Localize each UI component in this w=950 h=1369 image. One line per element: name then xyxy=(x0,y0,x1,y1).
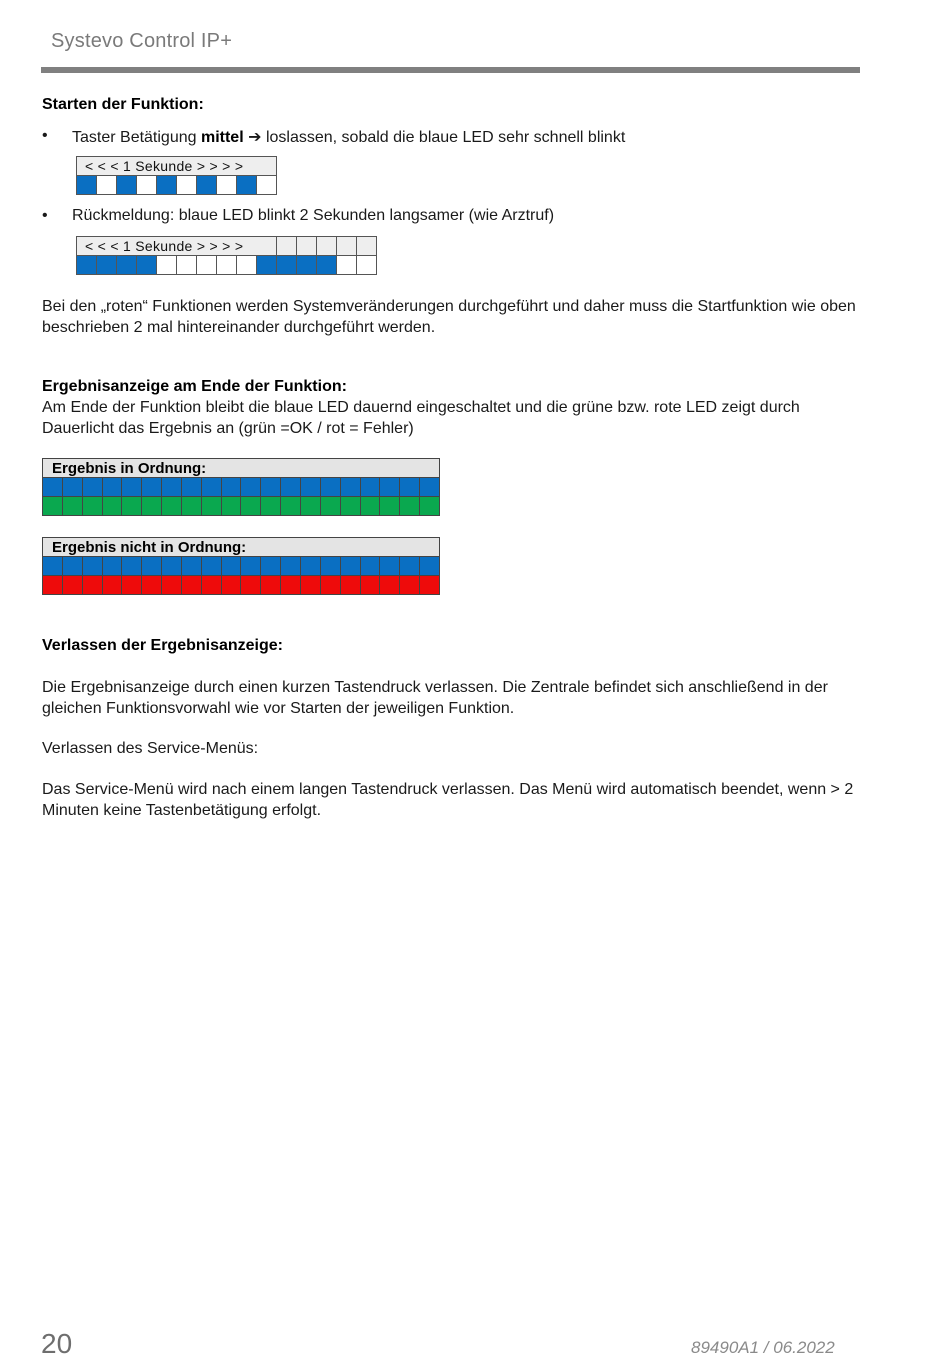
document-header-title: Systevo Control IP+ xyxy=(51,30,233,52)
led-red-cell xyxy=(181,576,201,595)
diagram-header-cell xyxy=(357,237,377,256)
led-green-cell xyxy=(122,497,142,516)
result-ok-table xyxy=(42,458,440,516)
led-off-cell xyxy=(157,256,177,275)
led-green-cell xyxy=(420,497,440,516)
led-red-cell xyxy=(201,576,221,595)
led-on-cell xyxy=(157,176,177,195)
led-blue-cell xyxy=(82,557,102,576)
led-on-cell xyxy=(137,256,157,275)
led-blue-cell xyxy=(400,478,420,497)
led-on-cell xyxy=(277,256,297,275)
led-timing-diagram-slow xyxy=(76,236,377,275)
led-blue-cell xyxy=(181,557,201,576)
led-on-cell xyxy=(197,176,217,195)
led-blue-cell xyxy=(241,478,261,497)
led-off-cell xyxy=(217,176,237,195)
result-fail-label: Ergebnis nicht in Ordnung: xyxy=(43,538,440,557)
led-on-cell xyxy=(97,256,117,275)
led-blue-cell xyxy=(221,478,241,497)
led-blue-cell xyxy=(360,478,380,497)
led-on-cell xyxy=(237,176,257,195)
led-off-cell xyxy=(217,256,237,275)
led-on-cell xyxy=(257,256,277,275)
led-red-cell xyxy=(360,576,380,595)
led-row-blue xyxy=(43,478,440,497)
led-blue-cell xyxy=(261,478,281,497)
led-red-cell xyxy=(300,576,320,595)
led-blue-cell xyxy=(221,557,241,576)
led-red-cell xyxy=(420,576,440,595)
led-red-cell xyxy=(122,576,142,595)
led-off-cell xyxy=(337,256,357,275)
led-on-cell xyxy=(317,256,337,275)
led-off-cell xyxy=(257,176,277,195)
led-green-cell xyxy=(62,497,82,516)
led-green-cell xyxy=(320,497,340,516)
document-id: 89490A1 / 06.2022 xyxy=(691,1338,835,1357)
result-ok-label: Ergebnis in Ordnung: xyxy=(43,459,440,478)
led-red-cell xyxy=(400,576,420,595)
led-green-cell xyxy=(261,497,281,516)
led-red-cell xyxy=(320,576,340,595)
led-on-cell xyxy=(297,256,317,275)
led-green-cell xyxy=(281,497,301,516)
led-blue-cell xyxy=(261,557,281,576)
bullet-text-2: Rückmeldung: blaue LED blinkt 2 Sekunden langsamer (wie Arztruf) xyxy=(72,207,555,224)
led-off-cell xyxy=(137,176,157,195)
led-blue-cell xyxy=(320,478,340,497)
led-blue-cell xyxy=(281,557,301,576)
led-blue-cell xyxy=(340,557,360,576)
led-blue-cell xyxy=(400,557,420,576)
diagram-header-cell xyxy=(277,237,297,256)
led-blue-cell xyxy=(201,478,221,497)
led-blue-cell xyxy=(380,557,400,576)
led-row-red xyxy=(43,576,440,595)
paragraph-result: Am Ende der Funktion bleibt die blaue LED dauernd eingeschaltet und die grüne bzw. rote LED zeigt durch Dauerlicht das Ergebnis an (grün =OK / rot = Fehler) xyxy=(42,399,800,437)
led-green-cell xyxy=(241,497,261,516)
led-green-cell xyxy=(221,497,241,516)
led-blue-cell xyxy=(142,557,162,576)
led-red-cell xyxy=(62,576,82,595)
result-fail-table xyxy=(42,537,440,595)
diagram-header-label: < < < 1 Sekunde > > > > xyxy=(77,237,277,256)
led-off-cell xyxy=(197,256,217,275)
led-off-cell xyxy=(357,256,377,275)
bullet-text-1 xyxy=(72,127,625,147)
led-row-blue xyxy=(43,557,440,576)
led-green-cell xyxy=(142,497,162,516)
led-blue-cell xyxy=(102,478,122,497)
led-off-cell xyxy=(97,176,117,195)
led-blue-cell xyxy=(380,478,400,497)
led-green-cell xyxy=(380,497,400,516)
section-heading-result: Ergebnisanzeige am Ende der Funktion: xyxy=(42,378,347,395)
paragraph-leave-service: Das Service-Menü wird nach einem langen Tastendruck verlassen. Das Menü wird automatisch beendet, wenn > 2 Minuten keine Tastenbetätigung erfolgt. xyxy=(42,781,854,819)
paragraph-leave-service-title: Verlassen des Service-Menüs: xyxy=(42,740,259,757)
led-blue-cell xyxy=(122,557,142,576)
led-blue-cell xyxy=(181,478,201,497)
diagram-header-label: < < < 1 Sekunde > > > > xyxy=(77,157,277,176)
led-blue-cell xyxy=(420,478,440,497)
led-red-cell xyxy=(102,576,122,595)
led-green-cell xyxy=(102,497,122,516)
led-red-cell xyxy=(162,576,182,595)
led-green-cell xyxy=(400,497,420,516)
paragraph-leave-result: Die Ergebnisanzeige durch einen kurzen Tastendruck verlassen. Die Zentrale befindet sich anschließend in der gleichen Funktionsvorwahl wie vor Starten der jeweiligen Funktion. xyxy=(42,679,828,717)
led-off-cell xyxy=(237,256,257,275)
bullet-text-before: Taster Betätigung xyxy=(72,129,201,146)
led-red-cell xyxy=(82,576,102,595)
led-blue-cell xyxy=(82,478,102,497)
led-blue-cell xyxy=(43,478,63,497)
led-blue-cell xyxy=(142,478,162,497)
section-heading-start: Starten der Funktion: xyxy=(42,96,204,113)
led-blue-cell xyxy=(62,557,82,576)
led-red-cell xyxy=(380,576,400,595)
paragraph-red-functions: Bei den „roten“ Funktionen werden Systemveränderungen durchgeführt und daher muss die Startfunktion wie oben beschrieben 2 mal hintereinander durchgeführt werden. xyxy=(42,298,856,336)
led-green-cell xyxy=(300,497,320,516)
led-blue-cell xyxy=(340,478,360,497)
led-green-cell xyxy=(162,497,182,516)
led-blue-cell xyxy=(62,478,82,497)
led-green-cell xyxy=(43,497,63,516)
led-red-cell xyxy=(221,576,241,595)
bullet-bold-word: mittel xyxy=(200,129,244,146)
led-on-cell xyxy=(77,176,97,195)
led-green-cell xyxy=(181,497,201,516)
led-off-cell xyxy=(177,256,197,275)
led-on-cell xyxy=(117,176,137,195)
led-green-cell xyxy=(201,497,221,516)
led-blue-cell xyxy=(281,478,301,497)
page-number: 20 xyxy=(41,1328,73,1359)
led-blue-cell xyxy=(201,557,221,576)
led-on-cell xyxy=(117,256,137,275)
bullet-dot: • xyxy=(42,207,48,224)
led-green-cell xyxy=(340,497,360,516)
led-off-cell xyxy=(177,176,197,195)
led-blue-cell xyxy=(300,557,320,576)
led-blue-cell xyxy=(320,557,340,576)
led-state-row xyxy=(77,256,377,275)
led-green-cell xyxy=(82,497,102,516)
diagram-header-cell xyxy=(297,237,317,256)
led-blue-cell xyxy=(122,478,142,497)
led-red-cell xyxy=(241,576,261,595)
led-blue-cell xyxy=(162,478,182,497)
led-on-cell xyxy=(77,256,97,275)
led-blue-cell xyxy=(102,557,122,576)
led-blue-cell xyxy=(43,557,63,576)
led-blue-cell xyxy=(300,478,320,497)
led-red-cell xyxy=(261,576,281,595)
led-row-green xyxy=(43,497,440,516)
arrow-right-icon: ➔ xyxy=(248,129,262,146)
led-blue-cell xyxy=(241,557,261,576)
led-red-cell xyxy=(142,576,162,595)
led-green-cell xyxy=(360,497,380,516)
header-divider xyxy=(41,67,860,73)
diagram-header-cell xyxy=(317,237,337,256)
led-red-cell xyxy=(281,576,301,595)
diagram-header-cell xyxy=(337,237,357,256)
section-heading-leave: Verlassen der Ergebnisanzeige: xyxy=(42,637,283,654)
bullet-text-after: loslassen, sobald die blaue LED sehr schnell blinkt xyxy=(261,129,626,146)
led-timing-diagram-fast xyxy=(76,156,277,195)
led-blue-cell xyxy=(360,557,380,576)
led-blue-cell xyxy=(162,557,182,576)
led-state-row xyxy=(77,176,277,195)
led-blue-cell xyxy=(420,557,440,576)
led-red-cell xyxy=(340,576,360,595)
bullet-dot: • xyxy=(42,127,48,144)
led-red-cell xyxy=(43,576,63,595)
